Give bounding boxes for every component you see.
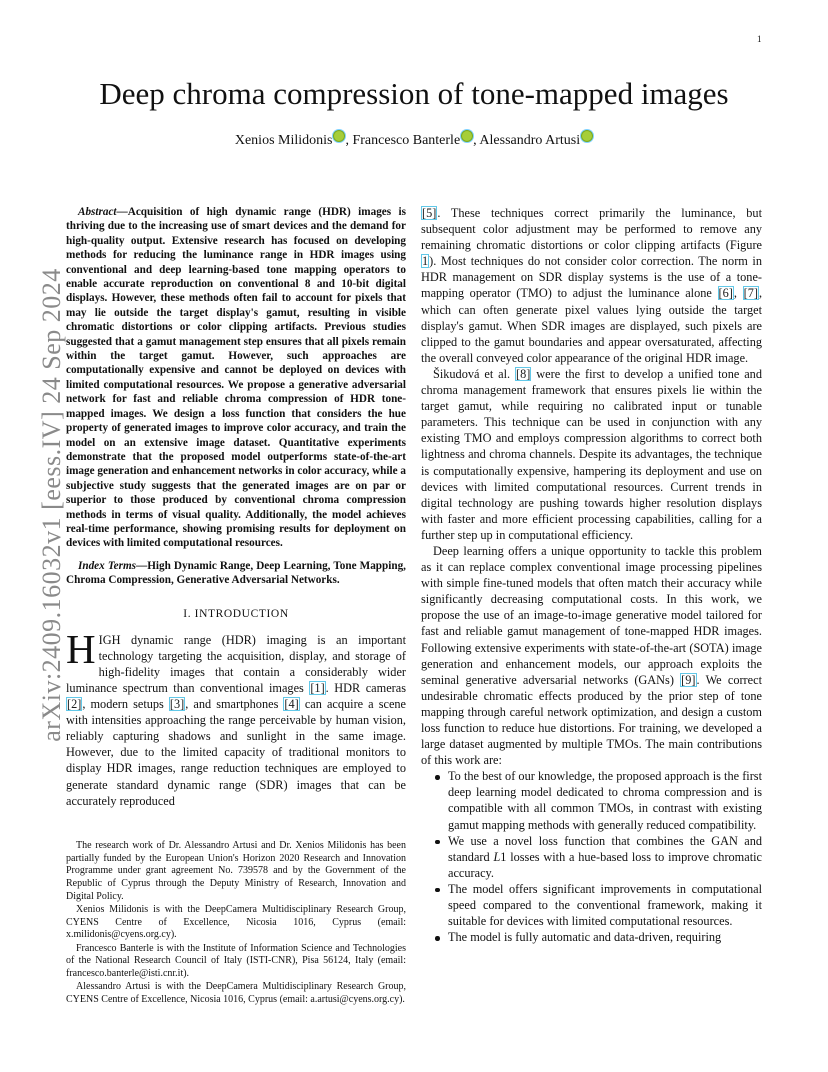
footnotes	[66, 840, 406, 1007]
dropcap-letter: H	[66, 625, 96, 672]
contribution-item: To the best of our knowledge, the proposed approach is the first deep learning model dedicated to chroma compression and is compatible with all common TMOs, in contrast with existing gamut mapping methods with generally reduced compatibility.	[421, 768, 762, 832]
math-symbol: L	[493, 849, 501, 864]
contribution-item: We use a novel loss function that combines the GAN and standard L1 losses with a hue-based loss to improve chromatic accuracy.	[421, 833, 762, 881]
page-number: 1	[757, 34, 762, 44]
footnote-author-3: Alessandro Artusi is with the DeepCamera Multidisciplinary Research Group, CYENS Centre of Excellence, Nicosia 1016, Cyprus (email: a.artusi@cyens.org.cy).	[66, 981, 406, 1005]
left-column	[66, 205, 406, 809]
author-name: Alessandro Artusi	[479, 133, 581, 148]
right-column	[421, 205, 762, 945]
citation-link[interactable]: [5]	[422, 206, 437, 220]
author-1	[235, 133, 353, 148]
orcid-icon[interactable]	[333, 130, 345, 142]
contributions-list	[421, 768, 762, 945]
author-2	[352, 133, 479, 148]
footnote-author-2: Francesco Banterle is with the Institute of Information Science and Technologies of the National Research Council of Italy (ISTI-CNR), Pisa 56124, Italy (email: francesco.banterle@isti.cnr.it).	[66, 942, 406, 980]
author-separator: ,	[345, 133, 353, 148]
author-separator: ,	[473, 133, 480, 148]
contribution-item: The model is fully automatic and data-driven, requiring	[421, 929, 762, 945]
abstract-text: —Acquisition of high dynamic range (HDR) images is thriving due to the increasing use of smart devices and the demand for high-quality output. Extensive research has focused on developing methods for reducing the luminance range in HDR images using conventional and deep learning-based tone mapping operators to enable accurate reproduction on conventional 8 and 10-bit digital displays. However, these methods often fail to account for pixels that may lie outside the target display's gamut, resulting in visible chromatic distortions or color clipping artifacts. Previous studies suggested that a gamut management step ensures that all pixels remain within the target gamut. However, such approaches are computationally expensive and cannot be deployed on devices with limited computational resources. We propose a generative adversarial network for fast and reliable chroma compression of HDR tone-mapped images. We design a loss function that considers the hue property of generated images to improve color accuracy, and train the model on an extensive image dataset. Quantitative experiments demonstrate that the proposed model outperforms state-of-the-art image generation and enhancement networks in color accuracy, while a subjective study suggests that the generated images are on par or superior to those produced by conventional chroma compression methods in terms of visual quality. Additionally, the model achieves real-time performance, showing promising results for deployment on devices with limited computational resources.	[66, 206, 406, 550]
author-list	[0, 130, 828, 149]
index-terms-text: —High Dynamic Range, Deep Learning, Tone Mapping, Chroma Compression, Generative Adversarial Networks.	[66, 559, 406, 587]
citation-link[interactable]: [8]	[516, 366, 531, 381]
abstract	[66, 205, 406, 551]
orcid-icon[interactable]	[461, 130, 473, 142]
citation-link[interactable]: [7]	[743, 286, 758, 301]
author-name: Francesco Banterle	[352, 133, 461, 148]
section-heading-introduction: I. INTRODUCTION	[183, 607, 289, 620]
citation-link[interactable]: [2]	[67, 697, 82, 712]
intro-paragraph-1-continued: [5]. These techniques correct primarily the luminance, but subsequent color adjustment may be performed to remove any remaining chromatic distortions or color clipping artifacts (Figure 1). Most techniques do not consider color correction. The norm in HDR management on SDR display systems is the use of a tone-mapping operator (TMO) to adjust the luminance alone [6], [7], which can often generate pixel values lying outside the target display's gamut. When SDR images are displayed, such pixels are clipped to the gamut boundaries and appear oversaturated, affecting the overall conveyed color appearance of the original HDR image.	[421, 206, 763, 365]
abstract-label: Abstract	[78, 206, 117, 218]
intro-paragraph-1-text: IGH dynamic range (HDR) imaging is an important technology targeting the acquisition, display, and storage of high-fidelity images that contain a considerably wider luminance spectrum than conventional images [1]. HDR cameras [2], modern setups [3], and smartphones [4] can acquire a scene with intensities approaching the range perceivable by human vision, reliably capturing shadows and sunlight in the same image. However, due to the limited capacity of traditional monitors to display HDR images, range reduction techniques are employed to generate standard dynamic range (SDR) images that can be accurately reproduced	[66, 632, 407, 808]
author-name: Xenios Milidonis	[234, 133, 333, 148]
paper-title: Deep chroma compression of tone-mapped images	[99, 76, 729, 111]
citation-link[interactable]: [9]	[681, 672, 696, 687]
contribution-item: The model offers significant improvements in computational speed compared to the conventional framework, making it suitable for devices with limited computational resources.	[421, 881, 762, 929]
citation-link[interactable]: [3]	[169, 697, 185, 712]
orcid-icon[interactable]	[581, 130, 593, 142]
index-terms-label: Index Terms	[78, 559, 136, 572]
citation-link[interactable]: [1]	[310, 680, 325, 695]
arxiv-stamp: arXiv:2409.16032v1 [eess.IV] 24 Sep 2024	[37, 268, 66, 742]
index-terms	[66, 559, 406, 588]
citation-link[interactable]: 1	[422, 254, 429, 269]
footnote-funding: The research work of Dr. Alessandro Artusi and Dr. Xenios Milidonis has been partially funded by the European Union's Horizon 2020 Research and Innovation Programme under grant agreement No. 739578 and by the Government of the Republic of Cyprus through the Deputy Ministry of Research, Innovation and Digital Policy.	[66, 840, 406, 902]
citation-link[interactable]: [6]	[718, 286, 733, 301]
citation-link[interactable]: [4]	[284, 697, 299, 712]
intro-paragraph-1	[66, 625, 407, 809]
footnote-author-1: Xenios Milidonis is with the DeepCamera Multidisciplinary Research Group, CYENS Centre of Excellence, Nicosia 1016, Cyprus (email: x.milidonis@cyens.org.cy).	[66, 904, 406, 941]
intro-paragraph-2: Šikudová et al. [8] were the first to develop a unified tone and chroma management framework that ensures pixels lie within the target gamut, while requiring no calibrated input or tunable parameters. This technique can be used in conjunction with any existing TMO and employs compression algorithms to correct both lightness and chroma channels. Despite its advantages, the technique is computationally expensive, hampering its deployment and use on devices with limited computational resources. Current trends in digital technology are pushing towards higher resolution displays with faster and more efficient processing capabilities, calling for a further step up in computational efficiency.	[421, 366, 762, 542]
intro-paragraph-3: Deep learning offers a unique opportunity to tackle this problem as it can replace complex conventional image processing pipelines with simple fine-tuned models that often match their accuracy while significantly decreasing computational costs. In this work, we propose the use of an image-to-image generative model tailored for fast and reliable gamut management of tone-mapped HDR images. Following extensive experiments with state-of-the-art (SOTA) image generation and enhancement models, our approach exploits the seminal generative adversarial networks (GANs) [9]. We correct undesirable chromatic effects produced by the prior step of tone mapping through careful network optimization, and design a custom loss function to reduce hue distortions. For training, we developed a large dataset augmented by multiple TMOs. The main contributions of this work are:	[421, 543, 762, 768]
author-3	[479, 133, 593, 148]
